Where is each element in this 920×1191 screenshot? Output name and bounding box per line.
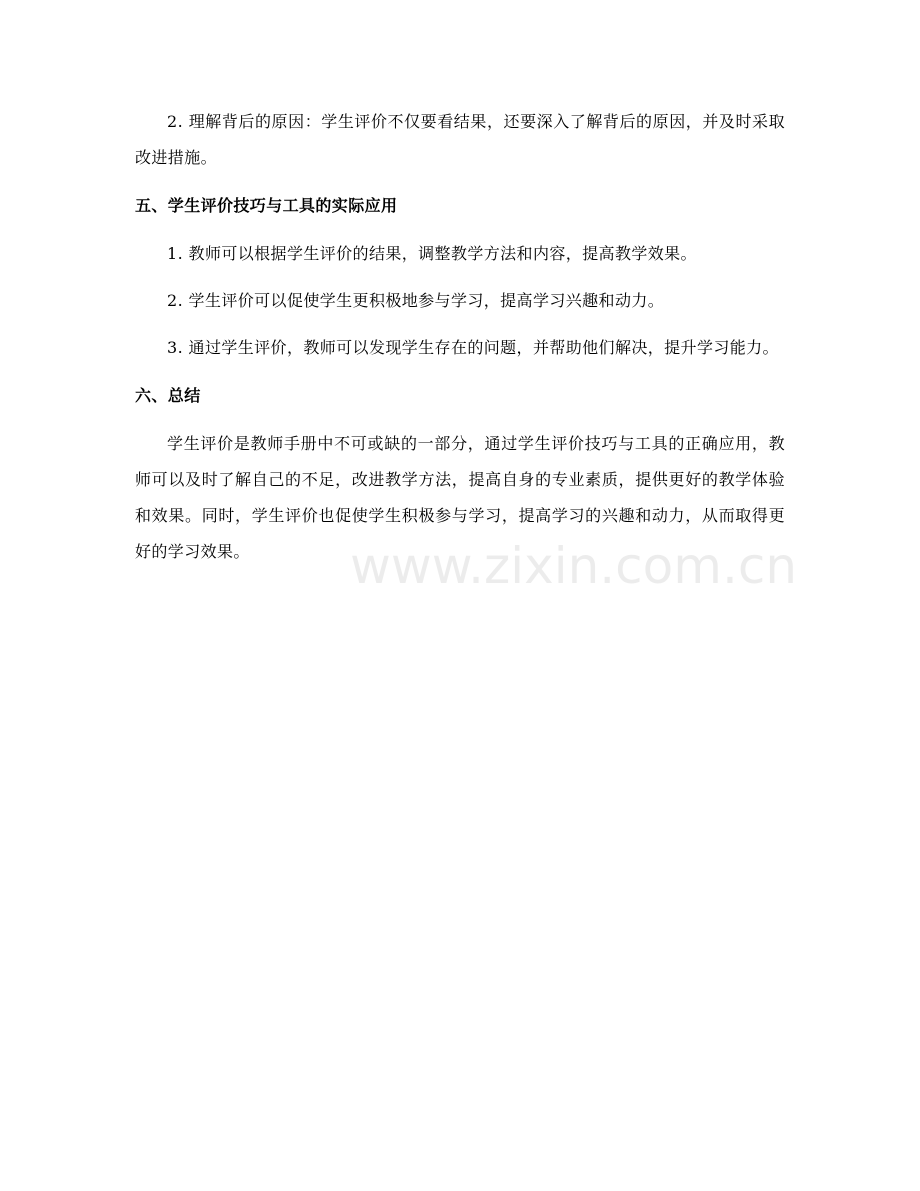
section-five-item-2: 2. 学生评价可以促使学生更积极地参与学习，提高学习兴趣和动力。 bbox=[167, 291, 665, 310]
section-six-heading: 六、总结 bbox=[135, 386, 201, 405]
section-six-paragraph: 学生评价是教师手册中不可或缺的一部分，通过学生评价技巧与工具的正确应用，教师可以及时了解自己的不足，改进教学方法，提高自身的专业素质，提供更好的教学体验和效果。同时，学生评价也促使学生积极参与学习，提高学习的兴趣和动力，从而取得更好的学习效果。 bbox=[135, 434, 785, 561]
section-five-heading: 五、学生评价技巧与工具的实际应用 bbox=[135, 196, 398, 215]
section-four-item-2: 2. 理解背后的原因：学生评价不仅要看结果，还要深入了解背后的原因，并及时采取改进措施。 bbox=[135, 112, 785, 167]
watermark-text: www.zixin.com.cn bbox=[350, 537, 798, 595]
section-five-item-3: 3. 通过学生评价，教师可以发现学生存在的问题，并帮助他们解决，提升学习能力。 bbox=[167, 338, 779, 357]
section-five-item-1: 1. 教师可以根据学生评价的结果，调整教学方法和内容，提高教学效果。 bbox=[167, 244, 697, 263]
document-body bbox=[135, 104, 785, 570]
